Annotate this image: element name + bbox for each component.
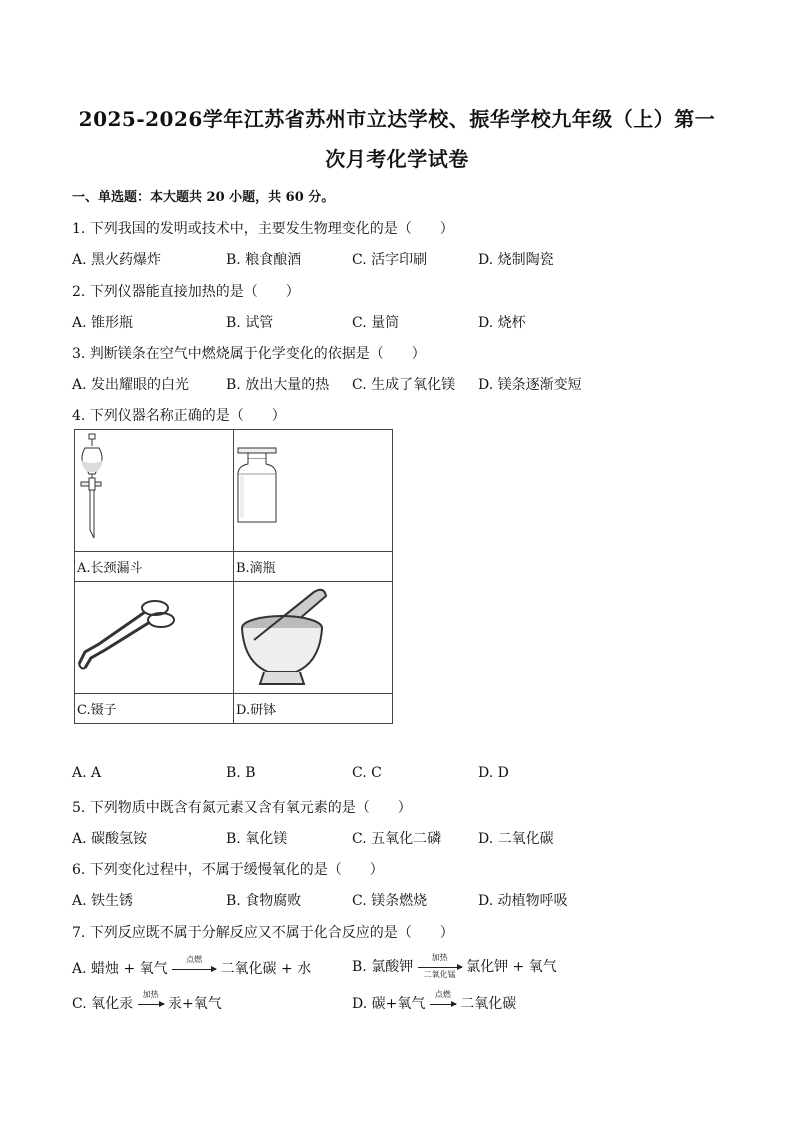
products: 氯化钾 + 氧气: [466, 959, 557, 975]
condition-label: 点燃: [434, 990, 451, 999]
option-d[interactable]: D. 二氧化碳: [478, 831, 554, 847]
products: 汞+氧气: [168, 996, 222, 1012]
option-d-equation[interactable]: [352, 990, 517, 1013]
reagent-bottle-icon: [234, 430, 392, 551]
option-d[interactable]: D. 动植物呼吸: [478, 893, 568, 909]
option-c[interactable]: C. 镁条燃烧: [352, 893, 428, 909]
products: 二氧化碳 + 水: [220, 961, 312, 977]
option-prefix: C.: [72, 996, 87, 1012]
label-d: D.研钵: [234, 694, 393, 724]
reaction-arrow-icon: [138, 990, 164, 1011]
reactants: 碳+氧气: [371, 996, 426, 1012]
reaction-arrow-icon: [430, 990, 456, 1011]
reagent-bottle-cell: [234, 430, 393, 552]
option-b[interactable]: B. 氧化镁: [226, 831, 288, 847]
option-b[interactable]: B. 试管: [226, 315, 274, 331]
products: 二氧化碳: [460, 996, 517, 1012]
option-d[interactable]: D. 镁条逐渐变短: [478, 377, 582, 393]
question-2-options: [72, 312, 712, 332]
option-a[interactable]: A. 锥形瓶: [72, 315, 134, 331]
option-a[interactable]: A. 铁生锈: [72, 893, 134, 909]
condition-label: 加热: [142, 990, 159, 999]
reactants: 蜡烛 + 氧气: [91, 961, 168, 977]
option-c[interactable]: C. 生成了氧化镁: [352, 377, 456, 393]
option-prefix: B.: [352, 959, 367, 975]
reactants: 氯酸钾: [371, 959, 414, 975]
option-c[interactable]: C. 活字印刷: [352, 252, 428, 268]
exam-title-line1: 2025-2026学年江苏省苏州市立达学校、振华学校九年级（上）第一: [78, 107, 716, 131]
reactants: 氧化汞: [91, 996, 134, 1012]
question-3-options: [72, 374, 712, 394]
catalyst-label: 二氧化锰: [423, 970, 456, 979]
option-c-equation[interactable]: [72, 990, 222, 1013]
option-b[interactable]: B. 食物腐败: [226, 893, 302, 909]
crucible-tongs-icon: [75, 582, 233, 693]
question-4-stem: 4. 下列仪器名称正确的是（ ）: [72, 408, 286, 424]
question-1-options: [72, 249, 712, 269]
option-d[interactable]: D. 烧杯: [478, 315, 526, 331]
reaction-arrow-icon: [172, 955, 216, 976]
exam-title-line2: 次月考化学试卷: [325, 147, 469, 171]
option-c[interactable]: C. 五氧化二磷: [352, 831, 442, 847]
question-6-options: [72, 890, 712, 910]
option-b[interactable]: B. 粮食酿酒: [226, 252, 302, 268]
question-2-stem: 2. 下列仪器能直接加热的是（ ）: [72, 284, 300, 300]
question-1-stem: 1. 下列我国的发明或技术中，主要发生物理变化的是（ ）: [72, 221, 454, 237]
option-d[interactable]: D. D: [478, 765, 509, 781]
option-b[interactable]: B. B: [226, 765, 256, 781]
option-c[interactable]: C. 量筒: [352, 315, 400, 331]
crucible-tongs-cell: [75, 582, 234, 694]
separatory-funnel-icon: [75, 430, 233, 551]
question-3-stem: 3. 判断镁条在空气中燃烧属于化学变化的依据是（ ）: [72, 346, 426, 362]
question-5-options: [72, 828, 712, 848]
option-prefix: D.: [352, 996, 368, 1012]
label-b: B.滴瓶: [234, 552, 393, 582]
separatory-funnel-cell: [75, 430, 234, 552]
option-a[interactable]: A. 发出耀眼的白光: [72, 377, 190, 393]
option-a[interactable]: A. A: [72, 765, 102, 781]
section-heading: 一、单选题：本大题共 20 小题，共 60 分。: [72, 190, 335, 205]
mortar-and-pestle-icon: [234, 582, 392, 693]
option-c[interactable]: C. C: [352, 765, 382, 781]
option-a[interactable]: A. 黑火药爆炸: [72, 252, 162, 268]
question-5-stem: 5. 下列物质中既含有氮元素又含有氧元素的是（ ）: [72, 800, 412, 816]
option-prefix: A.: [72, 961, 87, 977]
option-d[interactable]: D. 烧制陶瓷: [478, 252, 554, 268]
option-b-equation[interactable]: [352, 953, 557, 979]
option-a-equation[interactable]: [72, 955, 312, 978]
condition-label: 点燃: [186, 955, 203, 964]
question-4-options: [72, 765, 712, 785]
condition-label: 加热: [431, 953, 448, 962]
option-b[interactable]: B. 放出大量的热: [226, 377, 330, 393]
question-6-stem: 6. 下列变化过程中，不属于缓慢氧化的是（ ）: [72, 862, 384, 878]
mortar-and-pestle-cell: [234, 582, 393, 694]
label-a: A.长颈漏斗: [75, 552, 234, 582]
option-a[interactable]: A. 碳酸氢铵: [72, 831, 148, 847]
question-7-stem: 7. 下列反应既不属于分解反应又不属于化合反应的是（ ）: [72, 925, 454, 941]
label-c: C.镊子: [75, 694, 234, 724]
reaction-arrow-icon: [418, 953, 462, 979]
instrument-table: [74, 429, 393, 724]
